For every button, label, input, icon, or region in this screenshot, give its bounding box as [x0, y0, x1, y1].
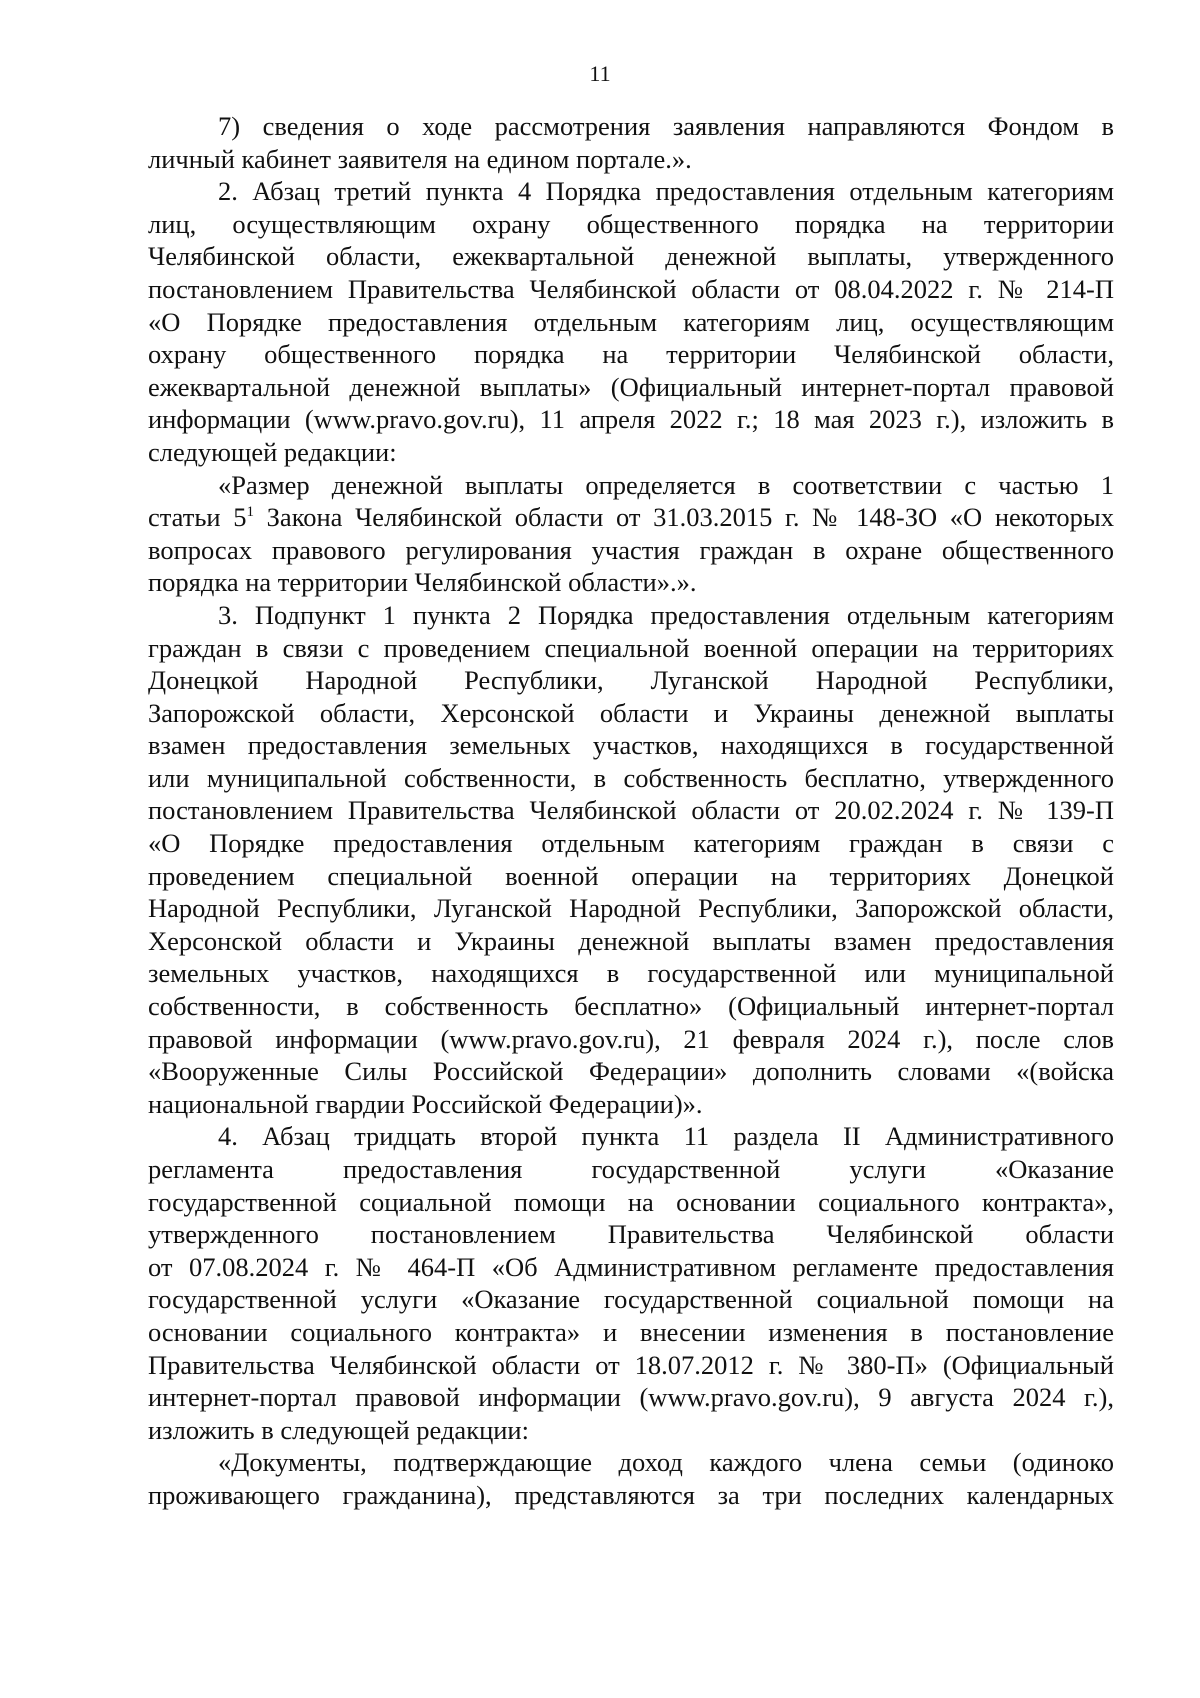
text-line: ежеквартальной денежной выплаты» (Официальный интернет-портал правовой: [148, 371, 1114, 402]
text-line: правовой информации (www.pravo.gov.ru), 21 февраля 2024 г.), после слов: [148, 1023, 1114, 1054]
paragraph-item-7: [148, 110, 1114, 175]
text-line: Херсонской области и Украины денежной выплаты взамен предоставления: [148, 925, 1114, 956]
text-line: основании социального контракта» и внесении изменения в постановление: [148, 1316, 1114, 1347]
document-body: [148, 110, 1114, 1512]
text-line: земельных участков, находящихся в государственной или муниципальной: [148, 958, 1114, 989]
paragraph-point-3: [148, 599, 1114, 1121]
text-line: информации (www.pravo.gov.ru), 11 апреля 2022 г.; 18 мая 2023 г.), изложить в: [148, 404, 1114, 435]
text-line: от 07.08.2024 г. № 464-П «Об Административном регламенте предоставления: [148, 1251, 1114, 1282]
text-line: граждан в связи с проведением специальной военной операции на территориях: [148, 632, 1114, 663]
superscript: 1: [246, 504, 254, 521]
text-line: проживающего гражданина), представляются за три последних календарных: [148, 1479, 1114, 1510]
text-line: государственной услуги «Оказание государственной социальной помощи на: [148, 1284, 1114, 1315]
text-line: или муниципальной собственности, в собственность бесплатно, утвержденного: [148, 762, 1114, 793]
text-line: государственной социальной помощи на основании социального контракта»,: [148, 1186, 1114, 1217]
text-line: взамен предоставления земельных участков, находящихся в государственной: [148, 730, 1114, 761]
text-line-with-superscript: [148, 501, 1114, 534]
text-line: 3. Подпункт 1 пункта 2 Порядка предоставления отдельным категориям: [218, 599, 1114, 630]
text-line: собственности, в собственность бесплатно» (Официальный интернет-портал: [148, 991, 1114, 1022]
text-line: «Документы, подтверждающие доход каждого члена семьи (одиноко: [218, 1447, 1114, 1478]
text-line: вопросах правового регулирования участия граждан в охране общественного: [148, 534, 1114, 565]
text-line: лиц, осуществляющим охрану общественного порядка на территории: [148, 208, 1114, 239]
text-line: Челябинской области, ежеквартальной денежной выплаты, утвержденного: [148, 241, 1114, 272]
text-line: 7) сведения о ходе рассмотрения заявления направляются Фондом в: [218, 111, 1114, 141]
text-fragment: Закона Челябинской области от 31.03.2015 г. № 148-ЗО «О некоторых: [254, 502, 1114, 533]
text-line: 4. Абзац тридцать второй пункта 11 раздела II Административного: [218, 1121, 1114, 1152]
paragraph-point-4-new-text: [148, 1446, 1114, 1511]
text-line: Народной Республики, Луганской Народной Республики, Запорожской области,: [148, 893, 1114, 924]
text-line: постановлением Правительства Челябинской области от 20.02.2024 г. № 139-П: [148, 795, 1114, 826]
text-line: «О Порядке предоставления отдельным категориям граждан в связи с: [148, 828, 1114, 859]
paragraph-point-2-new-text: [148, 469, 1114, 599]
text-line: утвержденного постановлением Правительства Челябинской области: [148, 1219, 1114, 1250]
text-line: национальной гвардии Российской Федерации)».: [148, 1088, 703, 1119]
text-line: охрану общественного порядка на территории Челябинской области,: [148, 339, 1114, 370]
text-line: порядка на территории Челябинской области».».: [148, 567, 697, 598]
paragraph-point-4: [148, 1120, 1114, 1446]
text-line: регламента предоставления государственной услуги «Оказание: [148, 1154, 1114, 1184]
text-line: личный кабинет заявителя на едином портале.».: [148, 143, 692, 174]
text-line: 2. Абзац третий пункта 4 Порядка предоставления отдельным категориям: [218, 176, 1114, 207]
text-line: следующей редакции:: [148, 436, 397, 467]
text-line: «Размер денежной выплаты определяется в соответствии с частью 1: [218, 469, 1114, 500]
text-line: Правительства Челябинской области от 18.07.2012 г. № 380-П» (Официальный: [148, 1349, 1114, 1380]
text-line: «Вооруженные Силы Российской Федерации» дополнить словами «(войска: [148, 1056, 1114, 1087]
text-line: Донецкой Народной Республики, Луганской Народной Республики,: [148, 665, 1114, 696]
text-line: Запорожской области, Херсонской области и Украины денежной выплаты: [148, 697, 1114, 728]
text-line: изложить в следующей редакции:: [148, 1414, 529, 1445]
text-line: «О Порядке предоставления отдельным категориям лиц, осуществляющим: [148, 306, 1114, 337]
text-fragment: статьи 5: [148, 502, 247, 533]
text-line: интернет-портал правовой информации (www.pravo.gov.ru), 9 августа 2024 г.),: [148, 1382, 1114, 1413]
paragraph-point-2: [148, 175, 1114, 468]
page-number: 11: [589, 61, 611, 86]
text-line: проведением специальной военной операции на территориях Донецкой: [148, 860, 1114, 891]
text-line: постановлением Правительства Челябинской области от 08.04.2022 г. № 214-П: [148, 273, 1114, 304]
